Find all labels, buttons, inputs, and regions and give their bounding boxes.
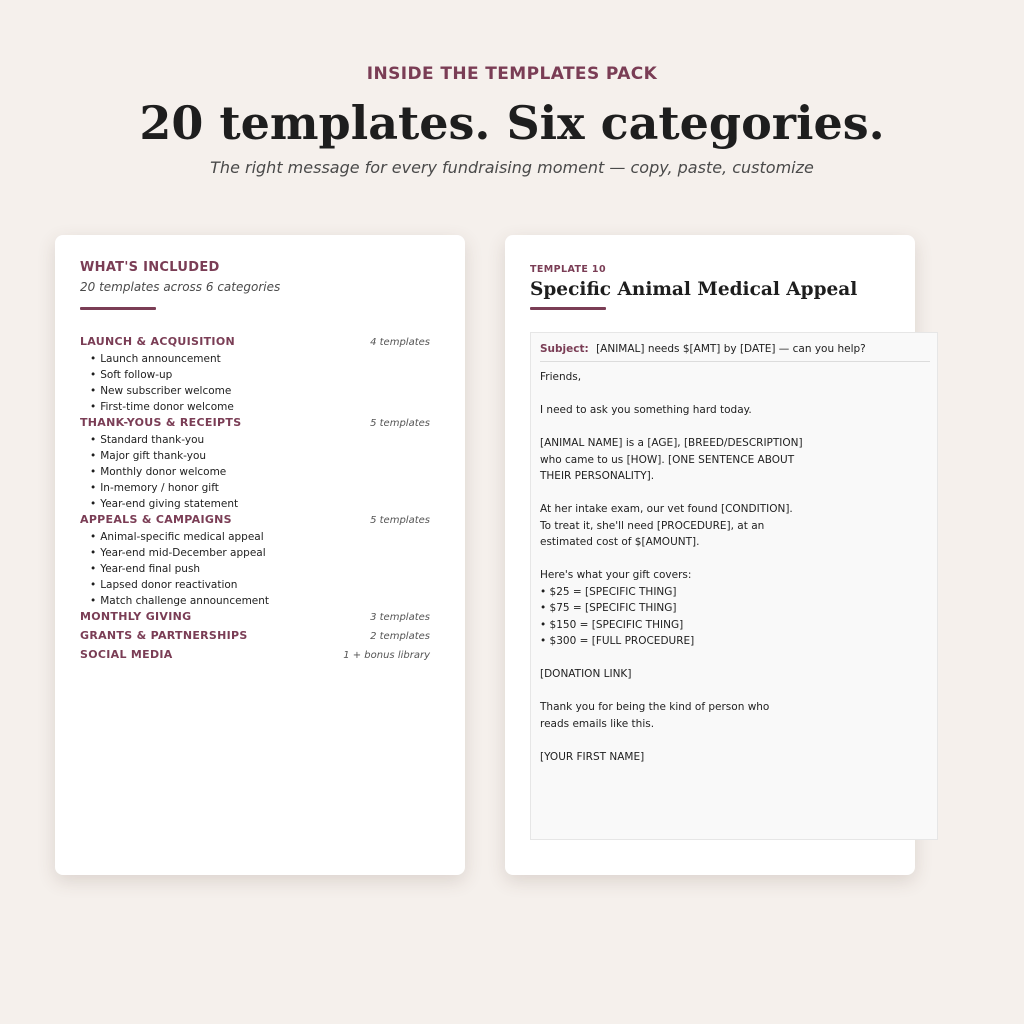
email-body-line — [540, 732, 930, 749]
email-body-line: • $75 = [SPECIFIC THING] — [540, 602, 677, 614]
category-section — [80, 647, 430, 666]
list-item — [90, 351, 430, 367]
list-item — [90, 464, 430, 480]
bullet-icon: • — [90, 498, 97, 510]
email-body-line: • $150 = [SPECIFIC THING] — [540, 618, 684, 631]
email-body-line: To treat it, she'll need [PROCEDURE], at an — [540, 519, 765, 532]
category-count: 3 templates — [370, 612, 430, 623]
bullet-icon: • — [90, 563, 97, 575]
email-body-line: Friends, — [540, 371, 582, 383]
list-item-label: Match challenge announcement — [100, 595, 270, 607]
list-item-label: New subscriber welcome — [100, 385, 232, 397]
list-item — [90, 383, 430, 399]
email-body-line: • $300 = [FULL PROCEDURE] — [540, 635, 695, 647]
email-body-line: estimated cost of $[AMOUNT]. — [540, 536, 700, 548]
email-body-line: reads emails like this. — [540, 717, 655, 730]
category-name: MONTHLY GIVING — [80, 610, 192, 623]
email-body-line: Thank you for being the kind of person who — [540, 701, 770, 713]
category-list — [80, 334, 430, 666]
list-item-label: Year-end giving statement — [100, 498, 239, 510]
title-underline — [80, 307, 156, 310]
category-items — [80, 529, 430, 609]
category-name: THANK-YOUS & RECEIPTS — [80, 416, 242, 429]
list-item-label: Year-end final push — [100, 563, 201, 575]
category-count: 5 templates — [370, 515, 430, 526]
email-body-line: I need to ask you something hard today. — [540, 404, 752, 416]
page-subtitle: The right message for every fundraising moment — copy, paste, customize — [210, 158, 814, 177]
whats-included-card — [55, 235, 465, 875]
category-name: APPEALS & CAMPAIGNS — [80, 513, 232, 526]
email-preview-panel — [530, 332, 938, 840]
bullet-icon: • — [90, 466, 97, 478]
email-subject-line — [540, 342, 930, 362]
whats-included-subtitle: 20 templates across 6 categories — [80, 280, 281, 294]
category-section — [80, 334, 430, 415]
bullet-icon: • — [90, 401, 97, 413]
category-count: 5 templates — [370, 418, 430, 429]
email-body — [540, 369, 930, 765]
category-name: GRANTS & PARTNERSHIPS — [80, 629, 248, 642]
email-body-line: [YOUR FIRST NAME] — [540, 750, 645, 763]
bullet-icon: • — [90, 369, 97, 381]
eyebrow-label: INSIDE THE TEMPLATES PACK — [366, 64, 658, 84]
subject-label: Subject: — [540, 343, 589, 355]
bullet-icon: • — [90, 531, 97, 543]
page-title: 20 templates. Six categories. — [139, 96, 885, 150]
list-item — [90, 399, 430, 415]
list-item-label: Year-end mid-December appeal — [100, 547, 266, 559]
category-items — [80, 432, 430, 512]
list-item-label: Animal-specific medical appeal — [100, 531, 264, 543]
category-section — [80, 415, 430, 512]
email-body-line — [540, 419, 930, 436]
email-body-line — [540, 683, 930, 700]
bullet-icon: • — [90, 579, 97, 591]
list-item — [90, 496, 430, 512]
category-count: 4 templates — [370, 337, 430, 348]
email-body-line — [540, 485, 930, 502]
bullet-icon: • — [90, 434, 97, 446]
list-item-label: Launch announcement — [100, 353, 221, 365]
list-item — [90, 561, 430, 577]
category-section — [80, 512, 430, 609]
category-header — [80, 609, 430, 628]
list-item-label: Monthly donor welcome — [100, 466, 227, 478]
bullet-icon: • — [90, 385, 97, 397]
category-name: LAUNCH & ACQUISITION — [80, 335, 235, 348]
bullet-icon: • — [90, 482, 97, 494]
list-item-label: Lapsed donor reactivation — [100, 579, 238, 591]
list-item-label: First-time donor welcome — [100, 401, 234, 413]
bullet-icon: • — [90, 353, 97, 365]
bullet-icon: • — [90, 450, 97, 462]
list-item — [90, 367, 430, 383]
email-body-line — [540, 650, 930, 667]
category-section — [80, 628, 430, 647]
category-section — [80, 609, 430, 628]
list-item-label: Major gift thank-you — [100, 450, 207, 462]
email-body-line — [540, 551, 930, 568]
email-body-line: At her intake exam, our vet found [CONDITION]. — [540, 503, 793, 515]
list-item — [90, 529, 430, 545]
template-title: Specific Animal Medical Appeal — [530, 279, 858, 300]
title-underline — [530, 307, 606, 310]
list-item-label: Standard thank-you — [100, 434, 205, 446]
subject-text: [ANIMAL] needs $[AMT] by [DATE] — can you help? — [596, 343, 866, 355]
email-body-line: who came to us [HOW]. [ONE SENTENCE ABOUT — [540, 453, 795, 466]
bullet-icon: • — [90, 595, 97, 607]
category-header — [80, 628, 430, 647]
list-item — [90, 545, 430, 561]
email-body-line — [540, 386, 930, 403]
category-name: SOCIAL MEDIA — [80, 648, 173, 661]
email-body-line: [DONATION LINK] — [540, 668, 632, 680]
template-number-label: TEMPLATE 10 — [530, 264, 606, 275]
category-count: 2 templates — [370, 631, 430, 642]
list-item — [90, 480, 430, 496]
email-body-line: THEIR PERSONALITY]. — [540, 470, 655, 482]
category-header — [80, 647, 430, 666]
email-body-line: • $25 = [SPECIFIC THING] — [540, 585, 677, 598]
bullet-icon: • — [90, 547, 97, 559]
email-body-line: Here's what your gift covers: — [540, 569, 692, 581]
template-preview-card — [505, 235, 915, 875]
list-item-label: In-memory / honor gift — [100, 482, 219, 494]
whats-included-title: WHAT'S INCLUDED — [80, 260, 220, 275]
list-item-label: Soft follow-up — [100, 369, 173, 381]
list-item — [90, 448, 430, 464]
list-item — [90, 593, 430, 609]
list-item — [90, 577, 430, 593]
list-item — [90, 432, 430, 448]
category-count: 1 + bonus library — [343, 650, 430, 661]
category-items — [80, 351, 430, 415]
email-body-line: [ANIMAL NAME] is a [AGE], [BREED/DESCRIPTION] — [540, 437, 803, 449]
